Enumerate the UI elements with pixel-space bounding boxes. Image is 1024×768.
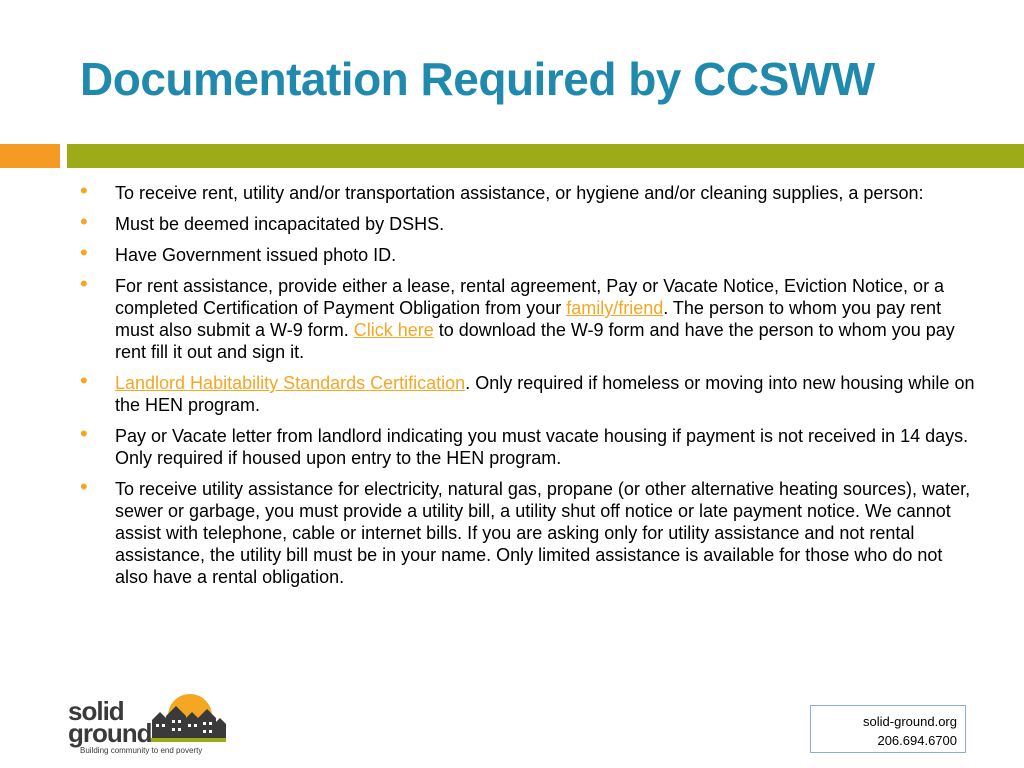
landlord-certification-link[interactable]: Landlord Habitability Standards Certification (115, 373, 466, 393)
contact-box (810, 705, 966, 753)
logo-tagline: Building community to end poverty (80, 746, 203, 755)
list-item (78, 209, 978, 235)
solid-ground-logo (66, 690, 226, 756)
bullet-text: Have Government issued photo ID. (115, 245, 397, 265)
olive-accent-bar (67, 144, 1024, 168)
bullet-text: Pay or Vacate letter from landlord indicating you must vacate housing if payment is not received in 14 days. Only required if housed upon entry to the HEN program. (115, 426, 969, 468)
bullet-icon: • (80, 178, 88, 203)
list-item (78, 178, 978, 204)
bullet-text: . The person to whom you pay rent must also submit a W-9 form. (115, 298, 942, 340)
bullet-icon: • (80, 271, 88, 296)
website-text: solid-ground.org (863, 714, 957, 729)
logo-word-solid: solid (68, 696, 124, 726)
orange-accent-bar (0, 144, 60, 168)
logo-word-ground: ground (68, 718, 152, 748)
bullet-icon: • (80, 209, 88, 234)
bullet-icon: • (80, 240, 88, 265)
click-here-w9-link[interactable]: Click here (353, 320, 434, 340)
requirements-list (78, 178, 978, 597)
bullet-text: To receive utility assistance for electricity, natural gas, propane (or other alternative heating sources), water, sewer or garbage, you must provide a utility bill, a utility shut off notice or late payment notice. We cannot assist with telephone, cable or internet bills. If you are asking only for utility assistance and not rental assistance, the utility bill must be in your name. Only limited assistance is available for those who do not also have a rental obligation. (115, 479, 971, 587)
bullet-text: to download the W-9 form and have the person to whom you pay rent fill it out and sign it. (115, 320, 955, 362)
family-friend-link[interactable]: family/friend (566, 298, 664, 318)
list-item (78, 368, 978, 416)
list-item (78, 474, 978, 588)
bullet-icon: • (80, 474, 88, 499)
bullet-text: Must be deemed incapacitated by DSHS. (115, 214, 445, 234)
list-item (78, 421, 978, 469)
bullet-icon: • (80, 368, 88, 393)
list-item (78, 240, 978, 266)
bullet-text: For rent assistance, provide either a lease, rental agreement, Pay or Vacate Notice, Eviction Notice, or a completed Certification of Payment Obligation from your (115, 276, 945, 318)
bullet-text: . Only required if homeless or moving into new housing while on the HEN program. (115, 373, 975, 415)
ground-bar (150, 738, 226, 742)
bullet-icon: • (80, 421, 88, 446)
list-item (78, 271, 978, 363)
bullet-text: To receive rent, utility and/or transportation assistance, or hygiene and/or cleaning supplies, a person: (115, 183, 924, 203)
slide-title: Documentation Required by CCSWW (80, 53, 875, 105)
phone-text: 206.694.6700 (877, 733, 957, 748)
